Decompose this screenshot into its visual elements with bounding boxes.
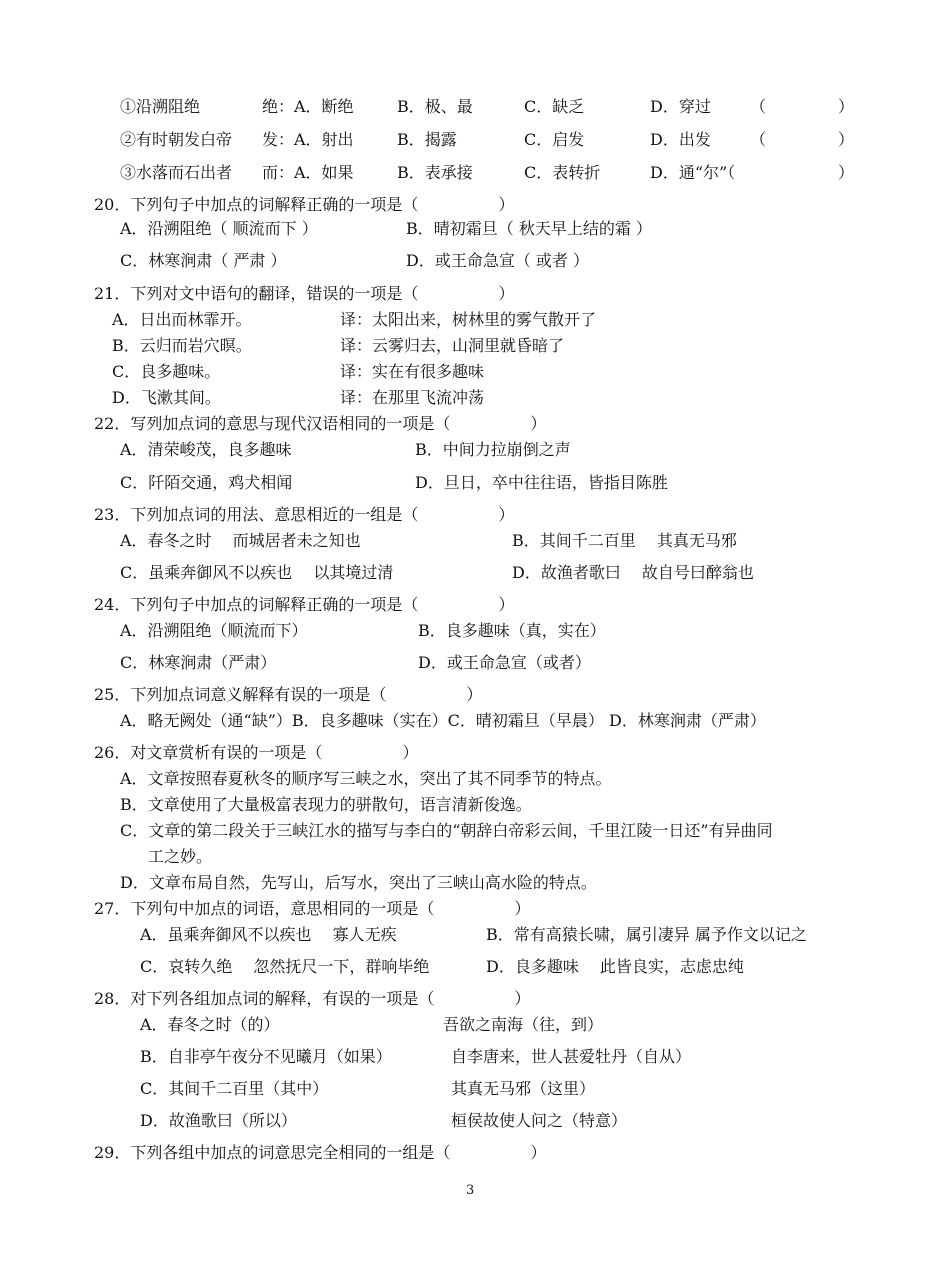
- text-line: D．文章布局自然，先写山，后写水，突出了三峡山高水险的特点。: [120, 873, 597, 892]
- q19-row-2-cell: B．揭露: [397, 130, 457, 149]
- text-line: D．或王命急宣（或者）: [418, 653, 591, 672]
- text-line: C．其间千二百里（其中）: [140, 1079, 329, 1098]
- q19-row-1-cell: C．缺乏: [524, 97, 585, 116]
- text-line: A．略无阙处（通“缺”）B．良多趣味（实在）C．晴初霜旦（早晨） D．林寒涧肃（严肃）: [120, 711, 766, 730]
- text-line: C．良多趣味。: [112, 362, 221, 381]
- q19-row-2-cell: D．出发: [650, 130, 711, 149]
- text-line: 其真无马邪（这里）: [451, 1079, 596, 1098]
- text-line: B．文章使用了大量极富表现力的骈散句，语言清新俊逸。: [120, 795, 532, 814]
- q19-row-2-cell: C．启发: [524, 130, 585, 149]
- text-line: A．沿溯阻绝（ 顺流而下 ）: [120, 219, 318, 238]
- page-number: 3: [466, 1183, 475, 1198]
- text-line: 29．下列各组中加点的词意思完全相同的一组是（ ）: [94, 1143, 547, 1162]
- text-line: C．林寒涧肃（ 严肃 ）: [120, 251, 287, 270]
- q19-row-2-cell: 发：A．射出: [262, 130, 354, 149]
- text-line: C．虽乘奔御风不以疾也 以其境过清: [120, 563, 394, 582]
- text-line: 26．对文章赏析有误的一项是（ ）: [94, 743, 419, 762]
- text-line: A．沿溯阻绝（顺流而下）: [120, 621, 308, 640]
- text-line: 24．下列句子中加点的词解释正确的一项是（ ）: [94, 595, 515, 614]
- text-line: B．其间千二百里 其真无马邪: [512, 531, 737, 550]
- text-line: 译：在那里飞流冲荡: [340, 388, 485, 407]
- q19-row-2-cell: ②有时朝发白帝: [120, 130, 233, 149]
- text-line: 吾欲之南海（往，到）: [443, 1015, 604, 1034]
- text-line: B．常有高猿长啸，属引凄异 属予作文以记之: [486, 925, 807, 944]
- text-line: A．清荣峻茂，良多趣味: [120, 440, 292, 459]
- q19-row-1-cell: B．极、最: [397, 97, 473, 116]
- text-line: B．中间力拉崩倒之声: [415, 440, 571, 459]
- q19-row-1-cell: D．穿过: [650, 97, 711, 116]
- text-line: 译：太阳出来，树林里的雾气散开了: [340, 310, 597, 329]
- text-line: C．哀转久绝 忽然抚尺一下，群响毕绝: [140, 957, 430, 976]
- q19-row-1-cell: ）: [838, 97, 855, 116]
- text-line: A．春冬之时 而城居者未之知也: [120, 531, 361, 550]
- q19-row-3-cell: C．表转折: [524, 163, 601, 182]
- text-line: 27．下列句中加点的词语，意思相同的一项是（ ）: [94, 899, 531, 918]
- text-line: B．自非亭午夜分不见曦月（如果）: [140, 1047, 392, 1066]
- q19-row-1-cell: （: [750, 97, 767, 116]
- text-line: 译：实在有很多趣味: [340, 362, 485, 381]
- q19-row-3-cell: ）: [838, 163, 855, 182]
- text-line: 工之妙。: [148, 847, 213, 866]
- text-line: D．良多趣味 此皆良实，志虑忠纯: [486, 957, 744, 976]
- text-line: 桓侯故使人问之（特意）: [451, 1111, 628, 1130]
- q19-row-1-cell: 绝：A．断绝: [262, 97, 354, 116]
- text-line: 23．下列加点词的用法、意思相近的一组是（ ）: [94, 505, 515, 524]
- text-line: 25．下列加点词意义解释有误的一项是（ ）: [94, 685, 483, 704]
- q19-row-3-cell: B．表承接: [397, 163, 473, 182]
- q19-row-2-cell: （: [750, 130, 767, 149]
- text-line: D．飞漱其间。: [112, 388, 221, 407]
- text-line: A．春冬之时（的）: [140, 1015, 280, 1034]
- q19-row-3-cell: ③水落而石出者: [120, 163, 233, 182]
- text-line: 22．写列加点词的意思与现代汉语相同的一项是（ ）: [94, 414, 547, 433]
- text-line: 译：云雾归去，山洞里就昏暗了: [340, 336, 565, 355]
- text-line: B．云归而岩穴暝。: [112, 336, 252, 355]
- text-line: D．或王命急宣（ 或者 ）: [406, 251, 590, 270]
- q19-row-1-cell: ①沿溯阻绝: [120, 97, 201, 116]
- q19-row-2-cell: ）: [838, 130, 855, 149]
- text-line: B．晴初霜旦（ 秋天早上结的霜 ）: [406, 219, 652, 238]
- text-line: C．文章的第二段关于三峡江水的描写与李白的“朝辞白帝彩云间，千里江陵一日还”有异曲同: [120, 821, 773, 840]
- q19-row-3-cell: D．通“尔”（: [650, 163, 736, 182]
- text-line: A．文章按照春夏秋冬的顺序写三峡之水，突出了其不同季节的特点。: [120, 769, 612, 788]
- q19-row-3-cell: 而：A．如果: [262, 163, 354, 182]
- text-line: D．故渔者歌曰 故自号曰醉翁也: [512, 563, 754, 582]
- text-line: A．虽乘奔御风不以疾也 寡人无疾: [140, 925, 397, 944]
- text-line: B．良多趣味（真，实在）: [418, 621, 606, 640]
- text-line: C．阡陌交通，鸡犬相闻: [120, 473, 293, 492]
- text-line: D．故渔歌曰（所以）: [140, 1111, 297, 1130]
- text-line: D．旦日，卒中往往语，皆指目陈胜: [415, 473, 668, 492]
- text-line: C．林寒涧肃（严肃）: [120, 653, 277, 672]
- text-line: 21．下列对文中语句的翻译，错误的一项是（ ）: [94, 284, 515, 303]
- text-line: A．日出而林霏开。: [112, 310, 252, 329]
- text-line: 20．下列句子中加点的词解释正确的一项是（ ）: [94, 195, 515, 214]
- text-line: 28．对下列各组加点词的解释，有误的一项是（ ）: [94, 989, 531, 1008]
- text-line: 自李唐来，世人甚爱牡丹（自从）: [451, 1047, 692, 1066]
